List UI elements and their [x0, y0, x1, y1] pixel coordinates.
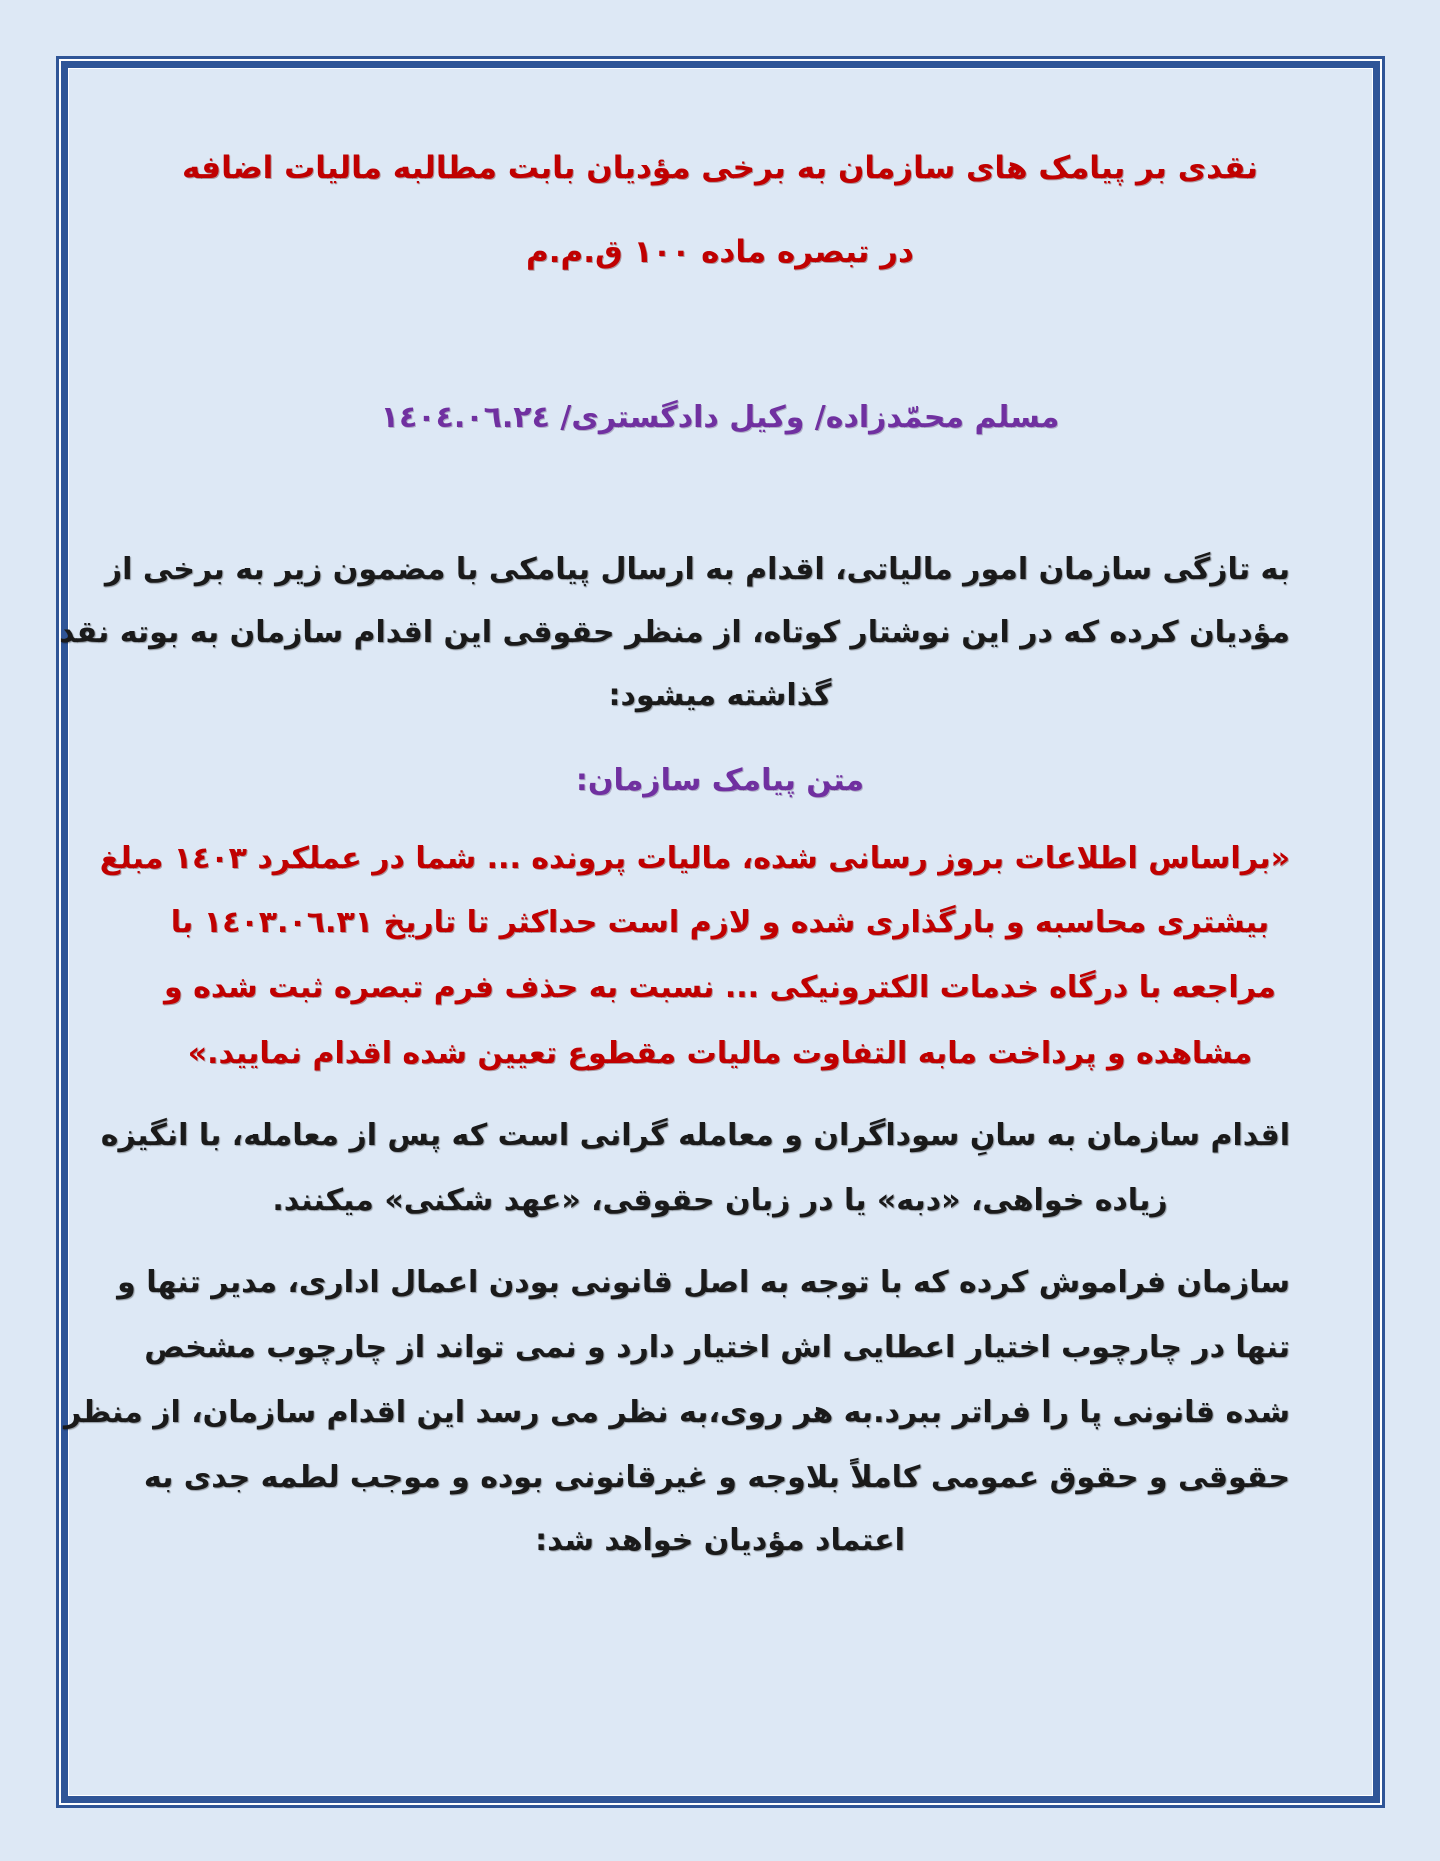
document-title-line-1: نقدی بر پیامک های سازمان به برخی مؤدیان بابت مطالبه مالیات اضافه [181, 150, 1259, 186]
quote-line: «براساس اطلاعات بروز رسانی شده، مالیات پرونده ... شما در عملکرد ١٤٠٣ مبلغ [99, 841, 1290, 876]
paragraph-line: تنها در چارچوب اختیار اعطایی اش اختیار دارد و نمی تواند از چارچوب مشخص [144, 1330, 1290, 1365]
paragraph-line: زیاده خواهی، «دبه» یا در زبان حقوقی، «عهد شکنی» میکنند. [272, 1183, 1168, 1218]
paragraph-line: شده قانونی پا را فراتر ببرد.به هر روی،به نظر می رسد این اقدام سازمان، از منظر [64, 1395, 1290, 1430]
paragraph-line: سازمان فراموش کرده که با توجه به اصل قانونی بودن اعمال اداری، مدیر تنها و [117, 1265, 1290, 1300]
paragraph-line: به تازگی سازمان امور مالیاتی، اقدام به ارسال پیامکی با مضمون زیر به برخی از [104, 552, 1290, 587]
paragraph-line: اعتماد مؤدیان خواهد شد: [535, 1523, 905, 1558]
quote-line: مراجعه با درگاه خدمات الکترونیکی ... نسبت به حذف فرم تبصره ثبت شده و [164, 970, 1276, 1005]
quote-line: مشاهده و پرداخت مابه التفاوت مالیات مقطوع تعیین شده اقدام نمایید.» [187, 1036, 1253, 1071]
sms-heading: متن پیامک سازمان: [575, 763, 865, 798]
quote-line: بیشتری محاسبه و بارگذاری شده و لازم است حداکثر تا تاریخ ١٤٠٣.٠٦.٣١ با [170, 905, 1270, 940]
author-line: مسلم محمّدزاده/ وکیل دادگستری/ ١٤٠٤.٠٦.٢٤ [380, 400, 1060, 435]
paragraph-line: مؤدیان کرده که در این نوشتار کوتاه، از منظر حقوقی این اقدام سازمان به بوته نقد [59, 615, 1290, 650]
document-title-line-2: در تبصره ماده ۱۰۰ ق.م.م [526, 234, 914, 270]
paragraph-line: گذاشته میشود: [608, 678, 832, 713]
paragraph-line: حقوقی و حقوق عمومی کاملاً بلاوجه و غیرقانونی بوده و موجب لطمه جدی به [143, 1460, 1290, 1495]
paragraph-line: اقدام سازمان به سانِ سوداگران و معامله گرانی است که پس از معامله، با انگیزه [100, 1118, 1290, 1153]
